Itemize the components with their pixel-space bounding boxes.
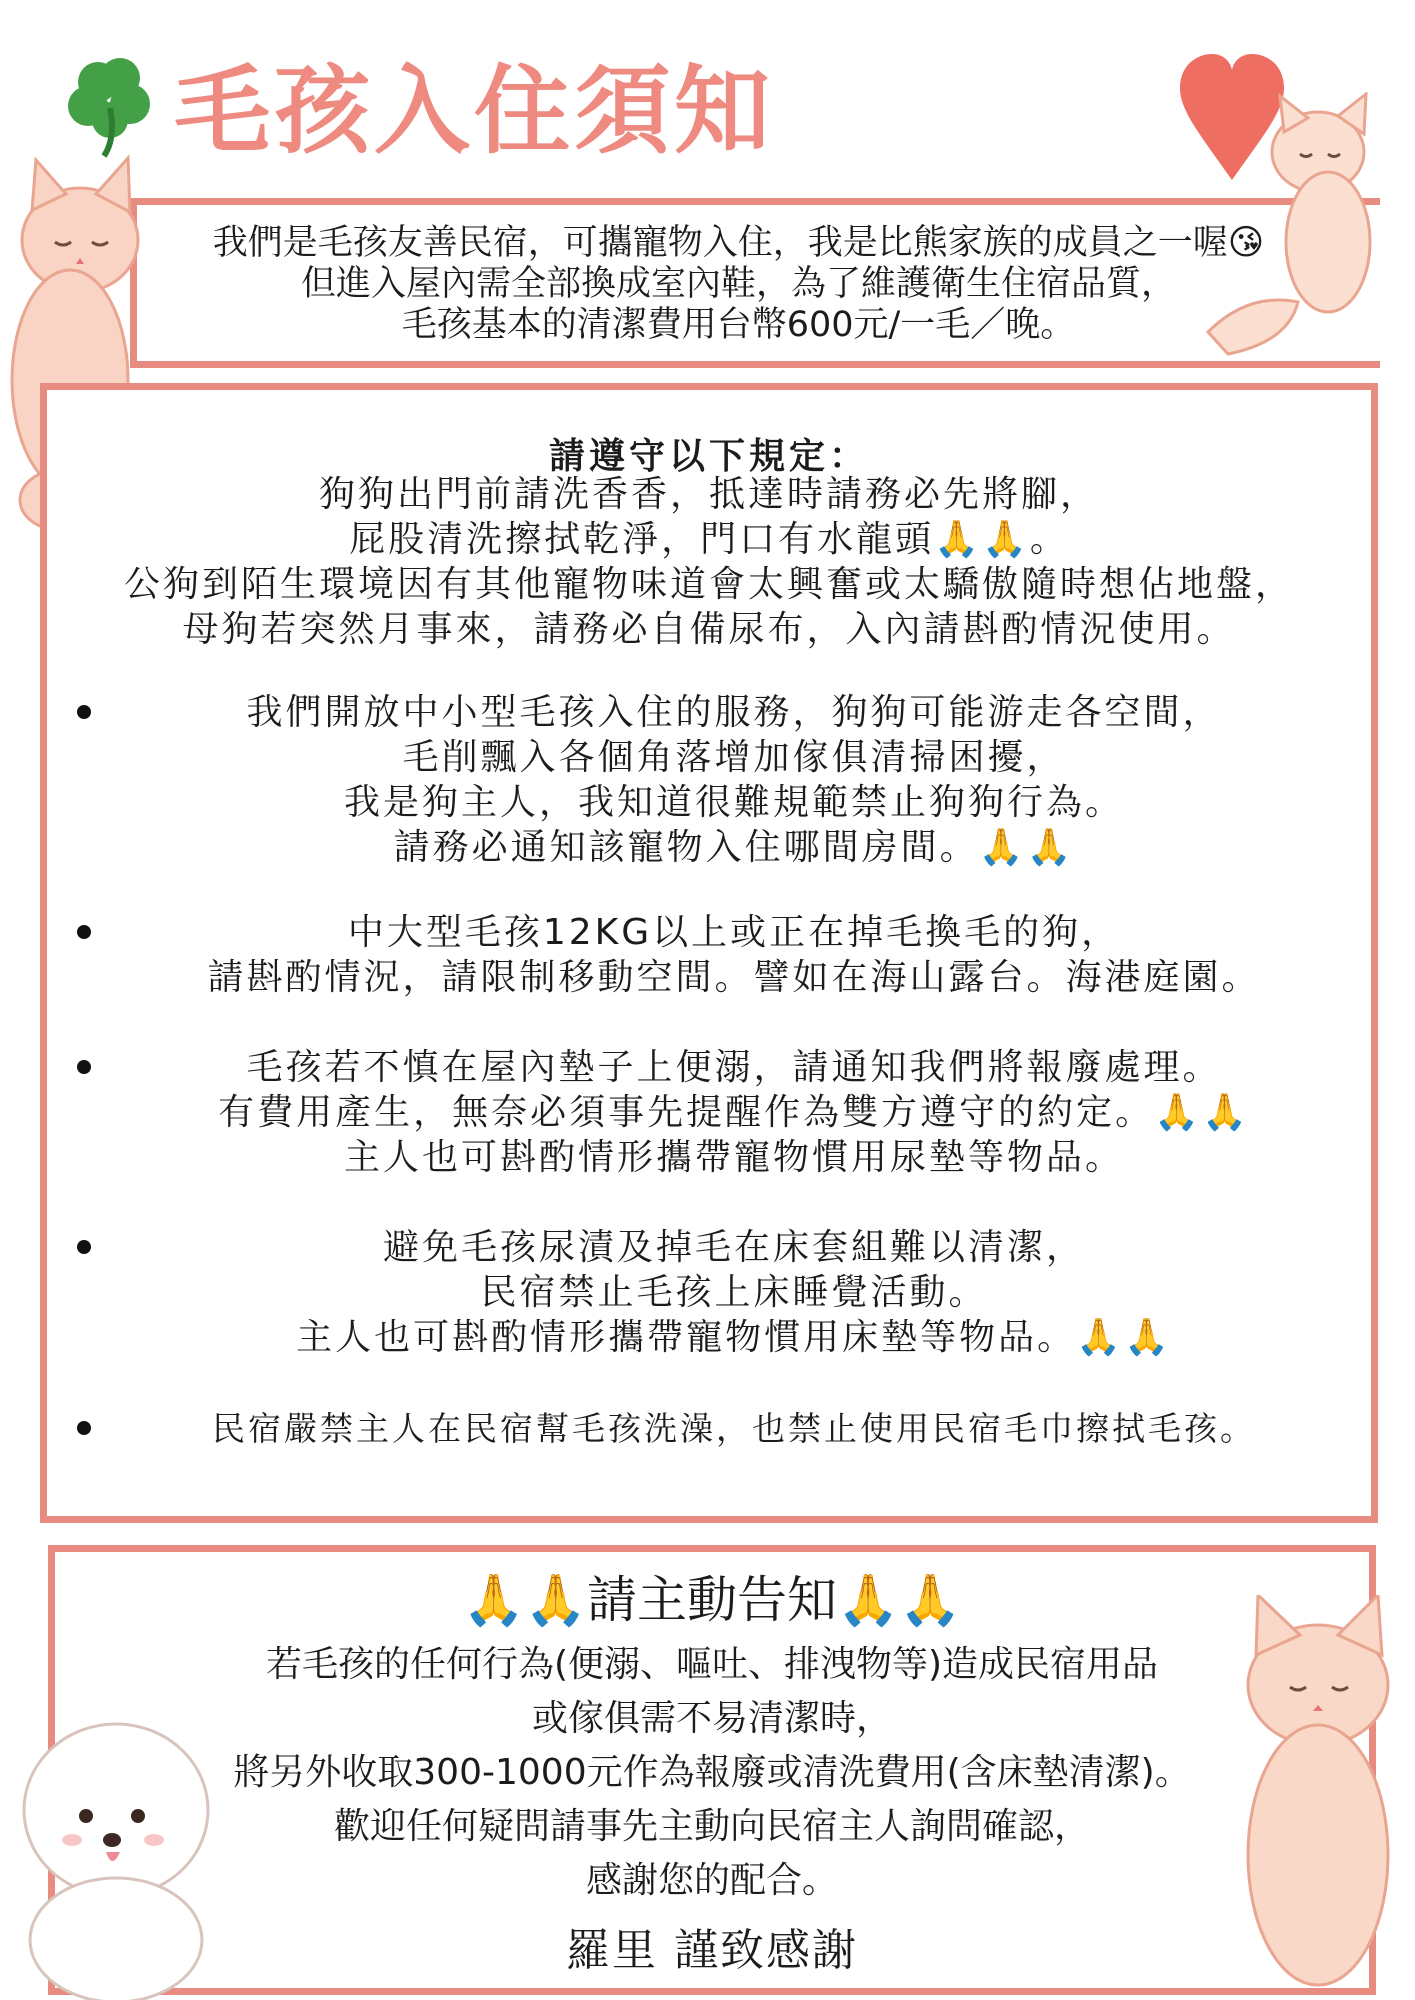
- clover-icon: [58, 48, 168, 158]
- bullet-icon: [77, 925, 91, 939]
- intro-line: 我們是毛孩友善民宿，可攜寵物入住，我是比熊家族的成員之一喔😘: [212, 223, 1265, 263]
- dog-illustration: [6, 1700, 226, 2000]
- bullet-icon: [77, 1421, 91, 1435]
- notice-line: 或傢俱需不易清潔時，: [531, 1698, 892, 1739]
- cat-illustration: [1228, 1595, 1408, 1995]
- signature: 羅里 謹致感謝: [566, 1925, 858, 1976]
- rules-intro-line: 狗狗出門前請洗香香，抵達時請務必先將腳，: [318, 474, 1099, 515]
- rule-line: 我們開放中小型毛孩入住的服務，狗狗可能游走各空間，: [246, 692, 1222, 733]
- notice-line: 將另外收取300-1000元作為報廢或清洗費用(含床墊清潔)。: [233, 1752, 1191, 1793]
- notice-body: [55, 1638, 1369, 1908]
- rules-intro-line: 屁股清洗擦拭乾淨，門口有水龍頭🙏🙏。: [349, 519, 1069, 560]
- rules-intro-line: 公狗到陌生環境因有其他寵物味道會太興奮或太驕傲隨時想佔地盤，: [123, 564, 1294, 605]
- notice-box: [48, 1545, 1376, 1995]
- rules-heading: 請遵守以下規定：: [548, 436, 869, 477]
- rule-line: 毛孩若不慎在屋內墊子上便溺，請通知我們將報廢處理。: [246, 1047, 1222, 1088]
- rule-line: 毛削飄入各個角落增加傢俱清掃困擾，: [402, 737, 1066, 778]
- intro-text: [137, 223, 1340, 346]
- rule-line: 主人也可斟酌情形攜帶寵物慣用床墊等物品。🙏🙏: [296, 1317, 1172, 1358]
- rule-line: 我是狗主人，我知道很難規範禁止狗狗行為。: [343, 782, 1124, 823]
- rule-line: 民宿嚴禁主人在民宿幫毛孩洗澡，也禁止使用民宿毛巾擦拭毛孩。: [212, 1409, 1256, 1448]
- rule-line: 請務必通知該寵物入住哪間房間。🙏🙏: [393, 827, 1075, 868]
- rules-intro: [47, 472, 1371, 652]
- page-title: 毛孩入住須知: [174, 54, 774, 167]
- rule-line: 避免毛孩尿漬及掉毛在床套組難以清潔，: [382, 1227, 1085, 1268]
- rule-line: 主人也可斟酌情形攜帶寵物慣用尿墊等物品。: [343, 1137, 1124, 1178]
- intro-line: 毛孩基本的清潔費用台幣600元/一毛／晚。: [401, 305, 1076, 345]
- page-header: [58, 38, 774, 168]
- rule-line: 中大型毛孩12KG以上或正在掉毛換毛的狗，: [347, 912, 1121, 953]
- notice-line: 若毛孩的任何行為(便溺、嘔吐、排洩物等)造成民宿用品: [265, 1644, 1159, 1685]
- notice-heading: 🙏🙏請主動告知🙏🙏: [462, 1571, 962, 1629]
- rule-line: 請斟酌情況，請限制移動空間。譬如在海山露台。海港庭園。: [207, 957, 1261, 998]
- notice-line: 歡迎任何疑問請事先主動向民宿主人詢問確認，: [333, 1806, 1090, 1847]
- notice-line: 感謝您的配合。: [585, 1860, 838, 1901]
- bullet-icon: [77, 705, 91, 719]
- rule-line: 民宿禁止毛孩上床睡覺活動。: [480, 1272, 988, 1313]
- rule-line: 有費用產生，無奈必須事先提醒作為雙方遵守的約定。🙏🙏: [218, 1092, 1250, 1133]
- cat-illustration: [1188, 92, 1410, 372]
- bullet-icon: [77, 1060, 91, 1074]
- bullet-icon: [77, 1240, 91, 1254]
- rules-intro-line: 母狗若突然月事來，請務必自備尿布，入內請斟酌情況使用。: [182, 609, 1236, 650]
- rules-box: [40, 383, 1378, 1523]
- intro-line: 但進入屋內需全部換成室內鞋，為了維護衛生住宿品質，: [300, 264, 1176, 304]
